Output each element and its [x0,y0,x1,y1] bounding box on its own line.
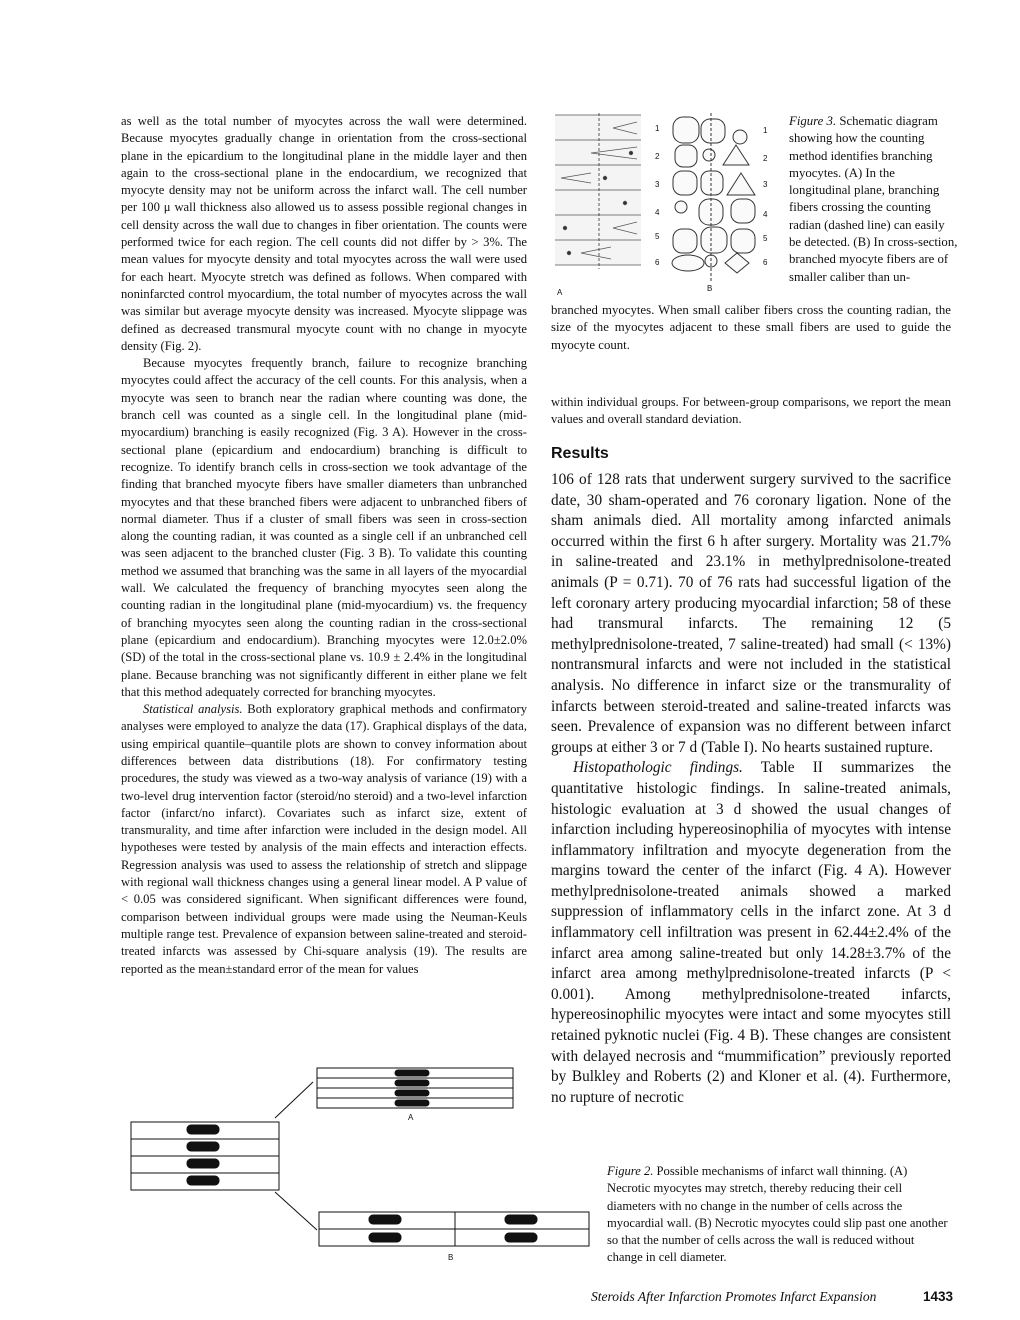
paragraph: Because myocytes frequently branch, failure to recognize branching myocytes could affect the accuracy of the cell counts. For this analysis, when a myocyte was seen to branch near the radian where counting was done, the branch cell was counted as a single cell. In the longitudinal plane (mid-myocardium) branching is easily recognized (Fig. 3 A). However in the cross-sectional plane (epicardium and endocardium) branching is difficult to recognize. To identify branch cells in cross-section we took advantage of the finding that branched myocyte fibers have smaller diameters than unbranched myocytes and that these branched fibers were adjacent to unbranched fibers of normal diameter. Thus if a cluster of small fibers was seen in cross-section along the counting radian, it was counted as a single cell if an unbranched cell was seen adjacent to the branched cluster (Fig. 3 B). To validate this counting method we assumed that branching was the same in all layers of the myocardial wall. We calculated the frequency of branching myocytes seen along the counting radian in the longitudinal plane (mid-myocardium) vs. the frequency of branching myocytes seen along the counting radian in the cross-sectional plane (epicardium and endocardium). Branching myocytes were 12.0±2.0% (SD) of the total in the cross-sectional plane vs. 10.9 ± 2.4% in the longitudinal plane. Because branching was not significantly different in either plane we felt that this method adequately corrected for branching myocytes. [121,356,527,699]
running-title: Steroids After Infarction Promotes Infarct Expansion [591,1289,877,1304]
histopathologic-paragraph [551,758,951,1108]
figure3-row-number-right: 6 [763,258,768,267]
figure3-panel-a-label: A [557,288,563,297]
figure2-label-b: B [448,1253,454,1262]
results-paragraph: 106 of 128 rats that underwent surgery survived to the sacrifice date, 30 sham-operated and 76 coronary ligation. None of the sham animals died. All mortality among infarcted animals occurred within the first 6 h after surgery. Mortality was 21.7% in saline-treated and 23.1% in methylprednisolone-treated animals (P = 0.71). 70 of 76 rats had successful ligation of the left coronary artery producing myocardial infarction; 58 of these had transmural infarcts. The remaining 12 (5 methylprednisolone-treated, 7 saline-treated) had small (< 13%) nontransmural infarcts and were not included in the statistical analysis. No difference in infarct size or the transmurality of infarcts between steroid-treated and saline-treated infarcts was seen. Prevalence of expansion was no different between infarct groups at either 3 or 7 d (Table I). No hearts sustained rupture. [551,471,951,756]
figure3-row-number-right: 4 [763,210,768,219]
figure2-panel-b-slipped [319,1212,589,1246]
results-body [551,470,951,1108]
figure3-row-number-right: 5 [763,234,768,243]
paragraph-statistical-analysis [121,701,527,978]
methods-continuation: within individual groups. For between-group comparisons, we report the mean values and overall standard deviation. [551,395,951,427]
figure3-row-number-right: 3 [763,180,768,189]
figure2-original-wall [131,1122,279,1190]
figure2-caption-text: Possible mechanisms of infarct wall thinning. (A) Necrotic myocytes may stretch, thereby reducing their cell diameters with no change in the number of cells across the myocardial wall. (B) Necrotic myocytes could slip past one another so that the number of cells across the wall is reduced without change in cell diameter. [607,1164,948,1265]
figure2-diagram [125,1062,595,1272]
paragraph: as well as the total number of myocytes across the wall were determined. Because myocytes gradually change in orientation from the cross-sectional plane in the epicardium to the longitudinal plane in the middle layer and then again to the cross-sectional plane in the endocardium, we recognized that myocyte density may not be uniform across the infarct wall. The cell number per 100 μ wall thickness also allowed us to assess possible regional changes in cell density across the wall due to changes in fiber orientation. The counts were performed twice for each region. The cell counts did not differ by > 3%. The mean values for myocyte density and total myocytes across the wall were used for each heart. Myocyte stretch was defined as follows. When compared with noninfarcted control myocardium, the total number of myocytes across the wall was similar but average myocyte density was increased. Myocyte slippage was defined as decreased transmural myocyte count with no change in myocyte density (Fig. 2). [121,114,527,353]
figure3-panel-a [555,113,641,269]
figure3-caption-text: Schematic diagram showing how the counting method identifies branching myocytes. (A) In the longitudinal plane, branching fibers crossing the counting radian (dashed line) can easily be detected. (B) In cross-section, branched myocyte fibers are of smaller caliber than un- [789,114,958,284]
paragraph-text: Table II summarizes the quantitative histologic findings. In saline-treated animals, histologic evaluation at 3 d showed the usual changes of infarction including hypereosinophilia of myocytes with intense inflammatory infiltration and myocyte degeneration from the margins toward the center of the infarct (Fig. 4 A). However methylprednisolone-treated animals showed a marked suppression of inflammatory cells in the infarct zone. At 3 d inflammatory cell infiltration was present in 62.44±2.4% of the infarct area among saline-treated but only 14.28±3.7% of the infarct area among methylprednisolone-treated infarcts (P < 0.001). Among methylprednisolone-treated infarcts, hypereosinophilic myocytes were intact and some myocytes still retained pyknotic nuclei (Fig. 4 B). These changes are consistent with delayed necrosis and “mummification” previously reported by Bulkley and Roberts (2) and Kloner et al. (4). Furthermore, no rupture of necrotic [551,759,951,1106]
figure3-row-number-left: 6 [655,258,660,267]
results-heading: Results [551,445,609,462]
figure2-caption-title: Figure 2. [607,1164,654,1178]
figure3-schematic [551,113,783,298]
figure3-row-number-left: 2 [655,152,660,161]
figure3-caption [789,113,959,286]
figure3-row-number-right: 1 [763,126,768,135]
figure3-panel-b-label: B [707,284,713,293]
figure3-row-number-left: 4 [655,208,660,217]
page-number: 1433 [923,1289,954,1304]
figure2-arrow-to-b [275,1192,317,1230]
figure3-panel-b [672,113,755,281]
figure3-row-number-left: 1 [655,124,660,133]
paragraph-text: Both exploratory graphical methods and confirmatory analyses were employed to analyze the data (17). Graphical displays of the data, using empirical quantile–quantile plots are shown to convey information about differences between data distributions (18). For confirmatory testing procedures, the study was viewed as a two-way analysis of variance (19) with a two-level drug intervention factor (steroid/no steroid) and a two-level infarction factor (infarct/no infarct). Covariates such as infarct size, extent of transmurality, and time after infarction were included in the design model. All hypotheses were tested by analysis of the main effects and interaction effects. Regression analysis was used to assess the relationship of stretch and slippage with regional wall thickness changes using a general linear model. A P value of < 0.05 was considered significant. When significant differences were found, comparison between individual groups were made using the Neuman-Keuls multiple range test. Prevalence of expansion between saline-treated and steroid-treated infarcts was assessed by Chi-square analysis (19). The results are reported as the mean±standard error of the mean for values [121,702,527,976]
figure2-caption [607,1163,952,1267]
figure3-row-number-left: 3 [655,180,660,189]
figure3-caption-title: Figure 3. [789,114,837,128]
figure2-arrow-to-a [275,1082,313,1118]
figure3-row-number-right: 2 [763,154,768,163]
figure2-panel-a-stretched [317,1068,513,1108]
figure3-row-number-left: 5 [655,232,660,241]
figure3-caption-continued: branched myocytes. When small caliber fibers cross the counting radian, the size of the myocytes adjacent to these small fibers are used to guide the myocyte count. [551,303,951,352]
section-run-in-heading: Statistical analysis. [143,702,243,717]
figure2-label-a: A [408,1113,414,1122]
left-column [121,113,527,978]
section-run-in-heading: Histopathologic findings. [573,759,743,777]
